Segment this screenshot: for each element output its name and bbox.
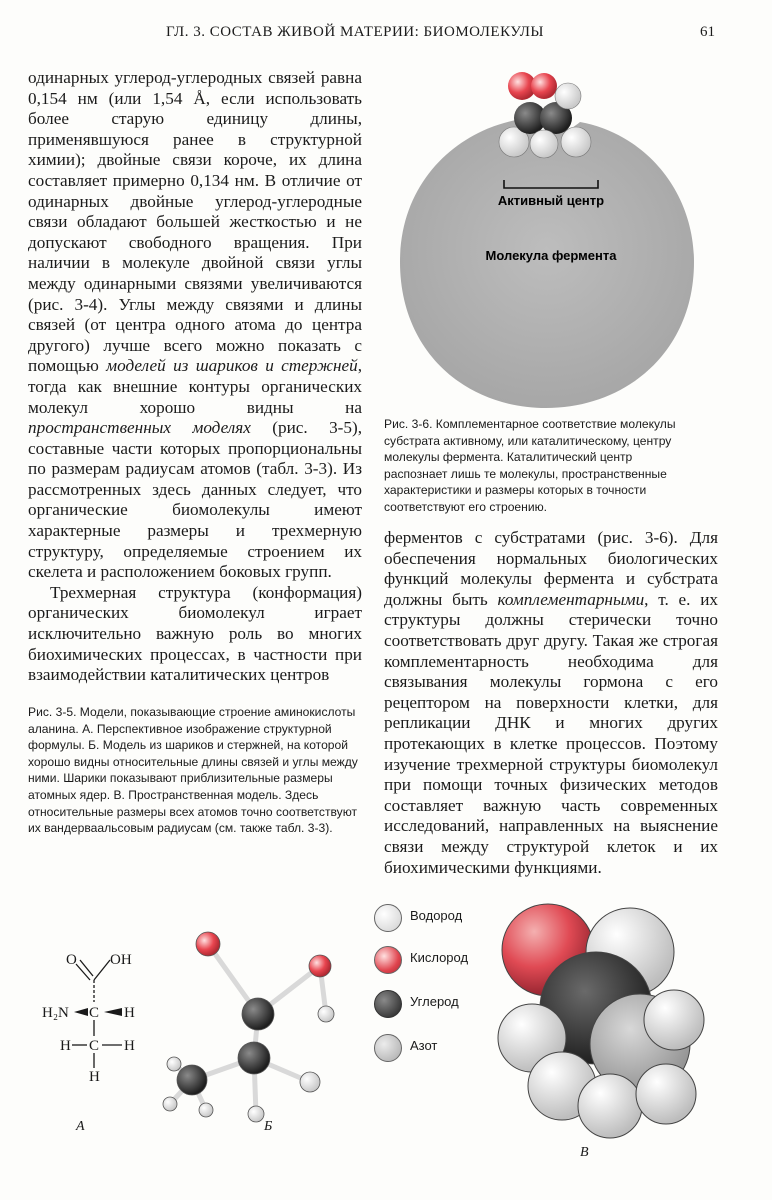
panel-label-b: Б	[264, 1119, 273, 1134]
substrate-molecule	[499, 72, 591, 158]
paragraph: одинарных углерод-углеродных связей равна 0,154 нм (или 1,54 Å, если использовать более старую единицу длины, применявшуюся ранее в структурной химии); двойные связи короче, их длина составляет примерно 0,134 нм. В отличие от одинарных двойные углерод-углеродные связи обладают большей жесткостью и не допускают свободного вращения. При наличии в молекуле двойной связи углы между одинарными связями увеличиваются (рис. 3-4). Углы между связями и длины связей (от центра одного атома до центра другого) лучше всего можно показать с помощью моделей из шариков и стержней, тогда как внешние контуры органических молекул хорошо видны на пространственных моделях (рис. 3-5), составные части которых пропорциональны по размерам радиусам атомов (табл. 3-3). Из рассмотренных здесь данных следует, что органические биомолекулы имеют характерные размеры и трехмерную структуру, определяемые строением их скелета и расположением боковых групп.	[28, 68, 362, 582]
svg-text:H: H	[124, 1005, 135, 1021]
alanine-space-filling-model	[490, 898, 710, 1160]
svg-text:H: H	[60, 1038, 71, 1054]
svg-text:OH: OH	[110, 952, 132, 968]
svg-text:O: O	[66, 952, 77, 968]
legend-item-oxygen: Кислород	[370, 942, 490, 978]
alanine-ball-stick-model	[150, 918, 360, 1134]
enzyme-label: Молекула фермента	[485, 248, 617, 263]
figure-3-6-caption: Рис. 3-6. Комплементарное соответствие молекулы субстрата активному, или каталитическому, центру молекулы фермента. Каталитический центр распознает лишь те молекулы, пространственные характеристики и размеры которых в точности соответствуют его строению.	[384, 417, 676, 514]
panel-label-c: В	[580, 1145, 589, 1160]
page-number: 61	[700, 24, 715, 40]
active-site-label: Активный центр	[497, 193, 605, 208]
legend-item-hydrogen: Водород	[370, 900, 490, 936]
paragraph: Трехмерная структура (конформация) органических биомолекул играет исключительно важную роль во многих биохимических процессах, в частности при взаимодействии каталитических центров	[28, 582, 362, 685]
carbon-swatch	[374, 990, 402, 1018]
svg-text:H: H	[124, 1038, 135, 1054]
svg-text:H: H	[89, 1069, 100, 1085]
alanine-structural-formula	[30, 940, 150, 1130]
right-text-column	[384, 528, 718, 878]
panel-label-a: А	[76, 1119, 85, 1130]
hydrogen-swatch	[374, 904, 402, 932]
enzyme-body	[400, 120, 694, 408]
svg-text:C: C	[89, 1005, 100, 1021]
running-title: ГЛ. 3. СОСТАВ ЖИВОЙ МАТЕРИИ: БИОМОЛЕКУЛЫ	[166, 24, 544, 40]
oxygen-swatch	[374, 946, 402, 974]
figure-3-5-caption: Рис. 3-5. Модели, показывающие строение аминокислоты аланина. А. Перспективное изображение структурной формулы. Б. Модель из шариков и стержней, на которой хорошо видны относительные длины связей и углы между ними. Шарики показывают приблизительные размеры атомных ядер. В. Пространственная модель. Здесь относительные размеры всех атомов точно соответствуют их вандерваальсовым радиусам (см. также табл. 3-3).	[28, 705, 358, 836]
enzyme-figure	[396, 62, 696, 414]
svg-text:C: C	[89, 1038, 100, 1054]
nitrogen-swatch	[374, 1034, 402, 1062]
svg-text:H₂N: H₂N	[42, 1005, 69, 1021]
left-text-column	[28, 68, 362, 686]
legend-item-nitrogen: Азот	[370, 1030, 490, 1066]
paragraph: ферментов с субстратами (рис. 3-6). Для обеспечения нормальных биологических функций молекулы фермента и субстрата должны быть комплементарными, т. е. их структуры должны стерически точно соответствовать друг другу. Такая же строгая комплементарность необходима для связывания молекулы гормона с его рецептором на поверхности клетки, для репликации ДНК и многих других протекающих в клетке процессов. Поэтому изучение трехмерной структуры биомолекул при помощи точных физических методов составляет важную часть современных исследований, направленных на выяснение связи между структурой клеток и их биохимическими функциями.	[384, 528, 718, 877]
legend-item-carbon: Углерод	[370, 986, 490, 1022]
